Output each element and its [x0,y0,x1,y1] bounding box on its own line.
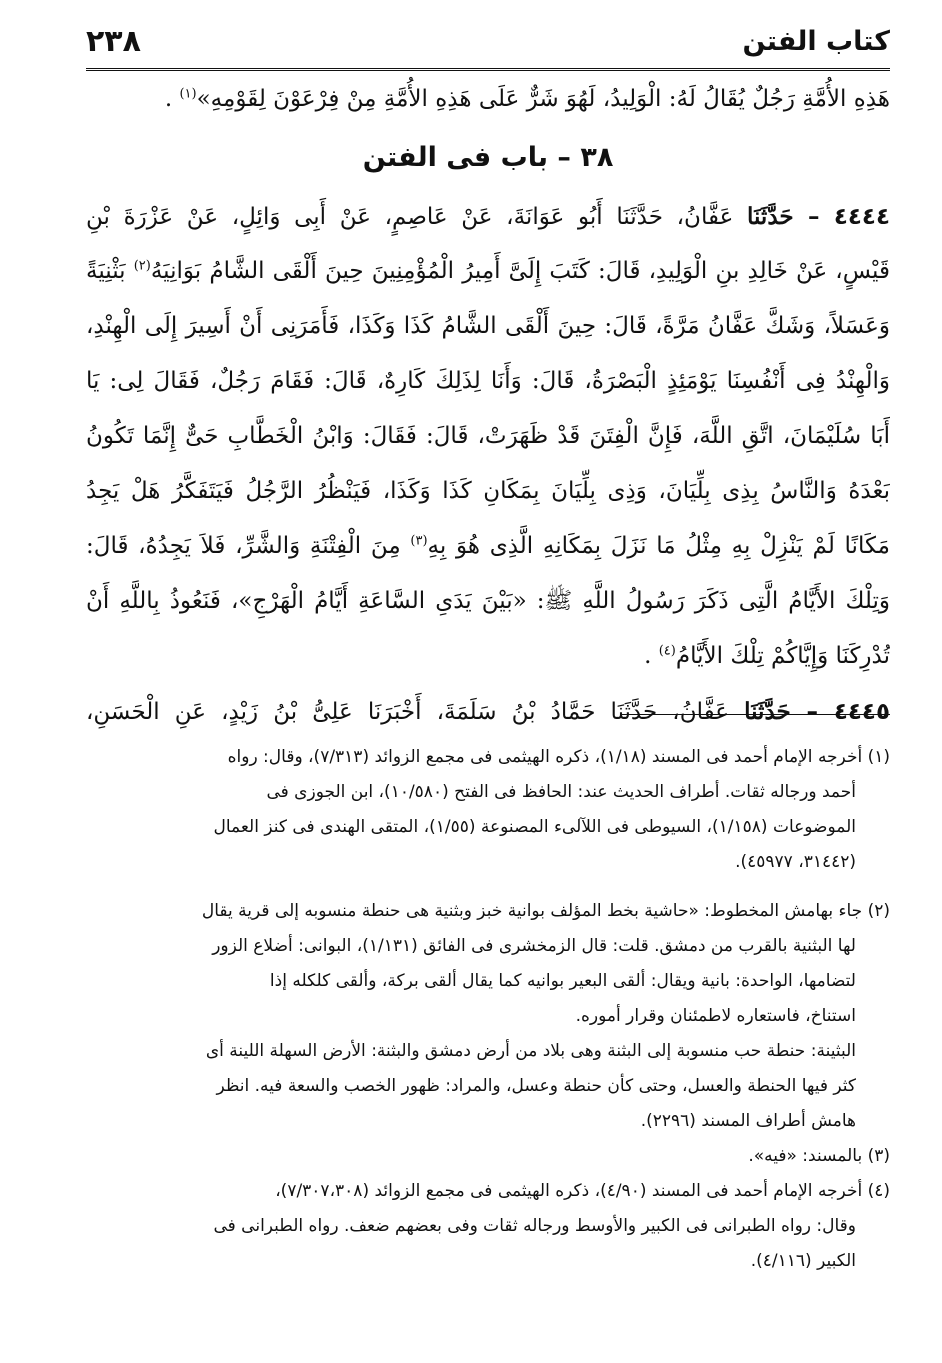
footnote-4 [86,1174,890,1279]
line-text: هَذِهِ الأُمَّةِ رَجُلٌ يُقَالُ لَهُ: الْوَلِيدُ، لَهُوَ شَرٌّ عَلَى هَذِهِ الأُمَّةِ مِنْ فِرْعَوْنَ لِقَوْمِهِ» [196,86,890,112]
hadith-line: وَتِلْكَ الأَيَّامُ الَّتِى ذَكَرَ رَسُولُ اللَّهِ ﷺ: «بَيْنَ يَدَىِ السَّاعَةِ أَيَّامُ الْهَرْجِ»، فَنَعُوذُ بِاللَّهِ أَنْ [86,588,890,614]
footnote-line: استناخ، فاستعاره لاطمئنان وقرار أموره. [575,1006,856,1026]
hadith-number: ٤٤٤٤ [833,204,890,230]
footnote-2 [86,894,890,1139]
line-text: عَفَّانُ، حَدَّثَنَا حَمَّادُ بْنُ سَلَمَةَ، أَخْبَرَنَا عَلِىُّ بْنُ زَيْدٍ، عَنِ الْحَسَنِ، [86,699,745,725]
hadith-line [86,629,890,684]
text-line [86,72,890,127]
hadith-line: وَالْهِنْدُ فِى أَنْفُسِنَا يَوْمَئِذٍ الْبَصْرَةُ، قَالَ: وَأَنَا لِذَلِكَ كَارِهٌ، قَالَ: فَقَامَ رَجُلٌ، فَقَالَ لِى: يَا [86,368,890,394]
footnote-1 [86,740,890,880]
hadith-4444 [86,189,890,684]
line-text: تُدْرِكَنَا وَإِيَّاكُمْ تِلْكَ الأَيَّامُ [675,643,890,669]
footnote-separator [620,714,890,715]
footnote-line: (٢) جاء بهامش المخطوط: «حاشية بخط المؤلف بوانية خبز وبثنية هى حنطة منسوبه إلى قرية يقال [201,901,890,921]
hadith-line: بَعْدَهُ وَالنَّاسُ بِذِى بِلِّيَانَ، وَذِى بِلِّيَانَ بِمَكَانِ كَذَا وَكَذَا، فَيَنْظُرُ الرَّجُلُ فَيَتَفَكَّرُ هَلْ يَجِدُ [86,478,890,504]
footnote-line: (٣١٤٤٢، ٤٥٩٧٧). [735,852,856,872]
hadith-line [86,189,890,244]
footnote-line: أحمد ورجاله ثقات. أطراف الحديث عند: الحافظ فى الفتح (١٠/٥٨٠)، ابن الجوزى فى [266,782,856,802]
haddathana-word: حَدَّثَنَا [744,698,791,725]
footnote-line: (٤) أخرجه الإمام أحمد فى المسند (٤/٩٠)، ذكره الهيثمى فى مجمع الزوائد (٧/٣٠٧،٣٠٨)، [275,1181,890,1201]
line-text: بَثْنِيَةً [86,258,134,284]
line-text: قَيْسٍ، عَنْ خَالِدِ بنِ الْوَلِيدِ، قَالَ: كَتَبَ إِلَىَّ أَمِيرُ الْمُؤْمِنِينَ حِينَ أَلْقَى الشَّامُ بَوَانِيَهُ [150,258,890,284]
footnote-line: (٣) بالمسند: «فيه». [748,1146,890,1166]
hadith-dash: – [793,203,834,230]
chapter-heading: ٣٨ – باب فى الفتن [362,142,614,173]
footnote-ref: (٤) [658,643,676,659]
footnote-line: لتضامها، الواحدة: بانية ويقال: ألقى البعير بوانيه كما يقال ألقى بركة، وألقى كلكله إذا [269,971,856,991]
running-title: كتاب الفتن [742,26,890,57]
line-end: . [644,643,659,669]
footnote-line: لها البثنية بالقرب من دمشق. قلت: قال الزمخشرى فى الفائق (١/١٣١)، البوانى: أضلاع الزور [212,936,856,956]
hadith-4445 [86,684,890,739]
hadith-line [86,519,890,574]
hadith-line [86,244,890,299]
footnotes [86,740,890,1279]
footnote-ref: (٢) [133,258,151,274]
footnote-3 [86,1139,890,1174]
footnote-line: (١) أخرجه الإمام أحمد فى المسند (١/١٨)، ذكره الهيثمى فى مجمع الزوائد (٧/٣١٣)، وقال: رواه [227,747,890,767]
hadith-dash: – [790,698,834,725]
page-number: ٢٣٨ [86,24,141,59]
footnote-line: هامش أطراف المسند (٢٢٩٦). [640,1111,856,1131]
footnote-ref: (١) [179,86,197,102]
hadith-line [86,684,890,739]
page-header [86,22,890,71]
hadith-line: أَبَا سُلَيْمَانَ، اتَّقِ اللَّهَ، فَإِنَّ الْفِتَنَ قَدْ ظَهَرَتْ، قَالَ: فَقَالَ: وَابْنُ الْخَطَّابِ حَىٌّ إِنَّمَا تَكُونُ [86,423,890,449]
line-text: مَكَانًا لَمْ يَنْزِلْ بِهِ مِثْلُ مَا نَزَلَ بِمَكَانِهِ الَّذِى هُوَ بِهِ [427,533,890,559]
footnote-line: كثر فيها الحنطة والعسل، وحتى كأن حنطة وعسل، والمراد: ظهور الخصب والسعة فيه. انظر [216,1076,856,1096]
footnote-line: البثينة: حنطة حب منسوبة إلى البثنة وهى بلاد من أرض دمشق والبثنة: الأرض السهلة اللينة أى [205,1041,856,1061]
footnote-line: وقال: رواه الطبرانى فى الكبير والأوسط ورجاله ثقات وفى بعضهم ضعف. رواه الطبرانى فى [213,1216,856,1236]
line-text: عَفَّانُ، حَدَّثَنَا أَبُو عَوَانَةَ، عَنْ عَاصِمٍ، عَنْ أَبِى وَائِلٍ، عَنْ عَزْرَةَ بْنِ [86,204,747,230]
haddathana-word: حَدَّثَنَا [746,203,794,230]
footnote-ref: (٣) [410,533,428,549]
footnote-line: الموضوعات (١/١٥٨)، السيوطى فى اللآلىء المصنوعة (١/٥٥)، المتقى الهندى فى كنز العمال [213,817,856,837]
hadith-number: ٤٤٤٥ [833,699,890,725]
main-text [86,72,890,739]
line-end: . [164,86,180,112]
line-text: مِنَ الْفِتْنَةِ وَالشَّرِّ، فَلاَ يَجِدُهُ، قَالَ: [86,533,411,559]
footnote-line: الكبير (٤/١١٦). [750,1251,856,1271]
hadith-line: وَعَسَلاً، وَشَكَّ عَفَّانُ مَرَّةً، قَالَ: حِينَ أَلْقَى الشَّامُ كَذَا وَكَذَا، فَأَمَرَنِى أَنْ أَسِيرَ إِلَى الْهِنْدِ، [86,313,890,339]
